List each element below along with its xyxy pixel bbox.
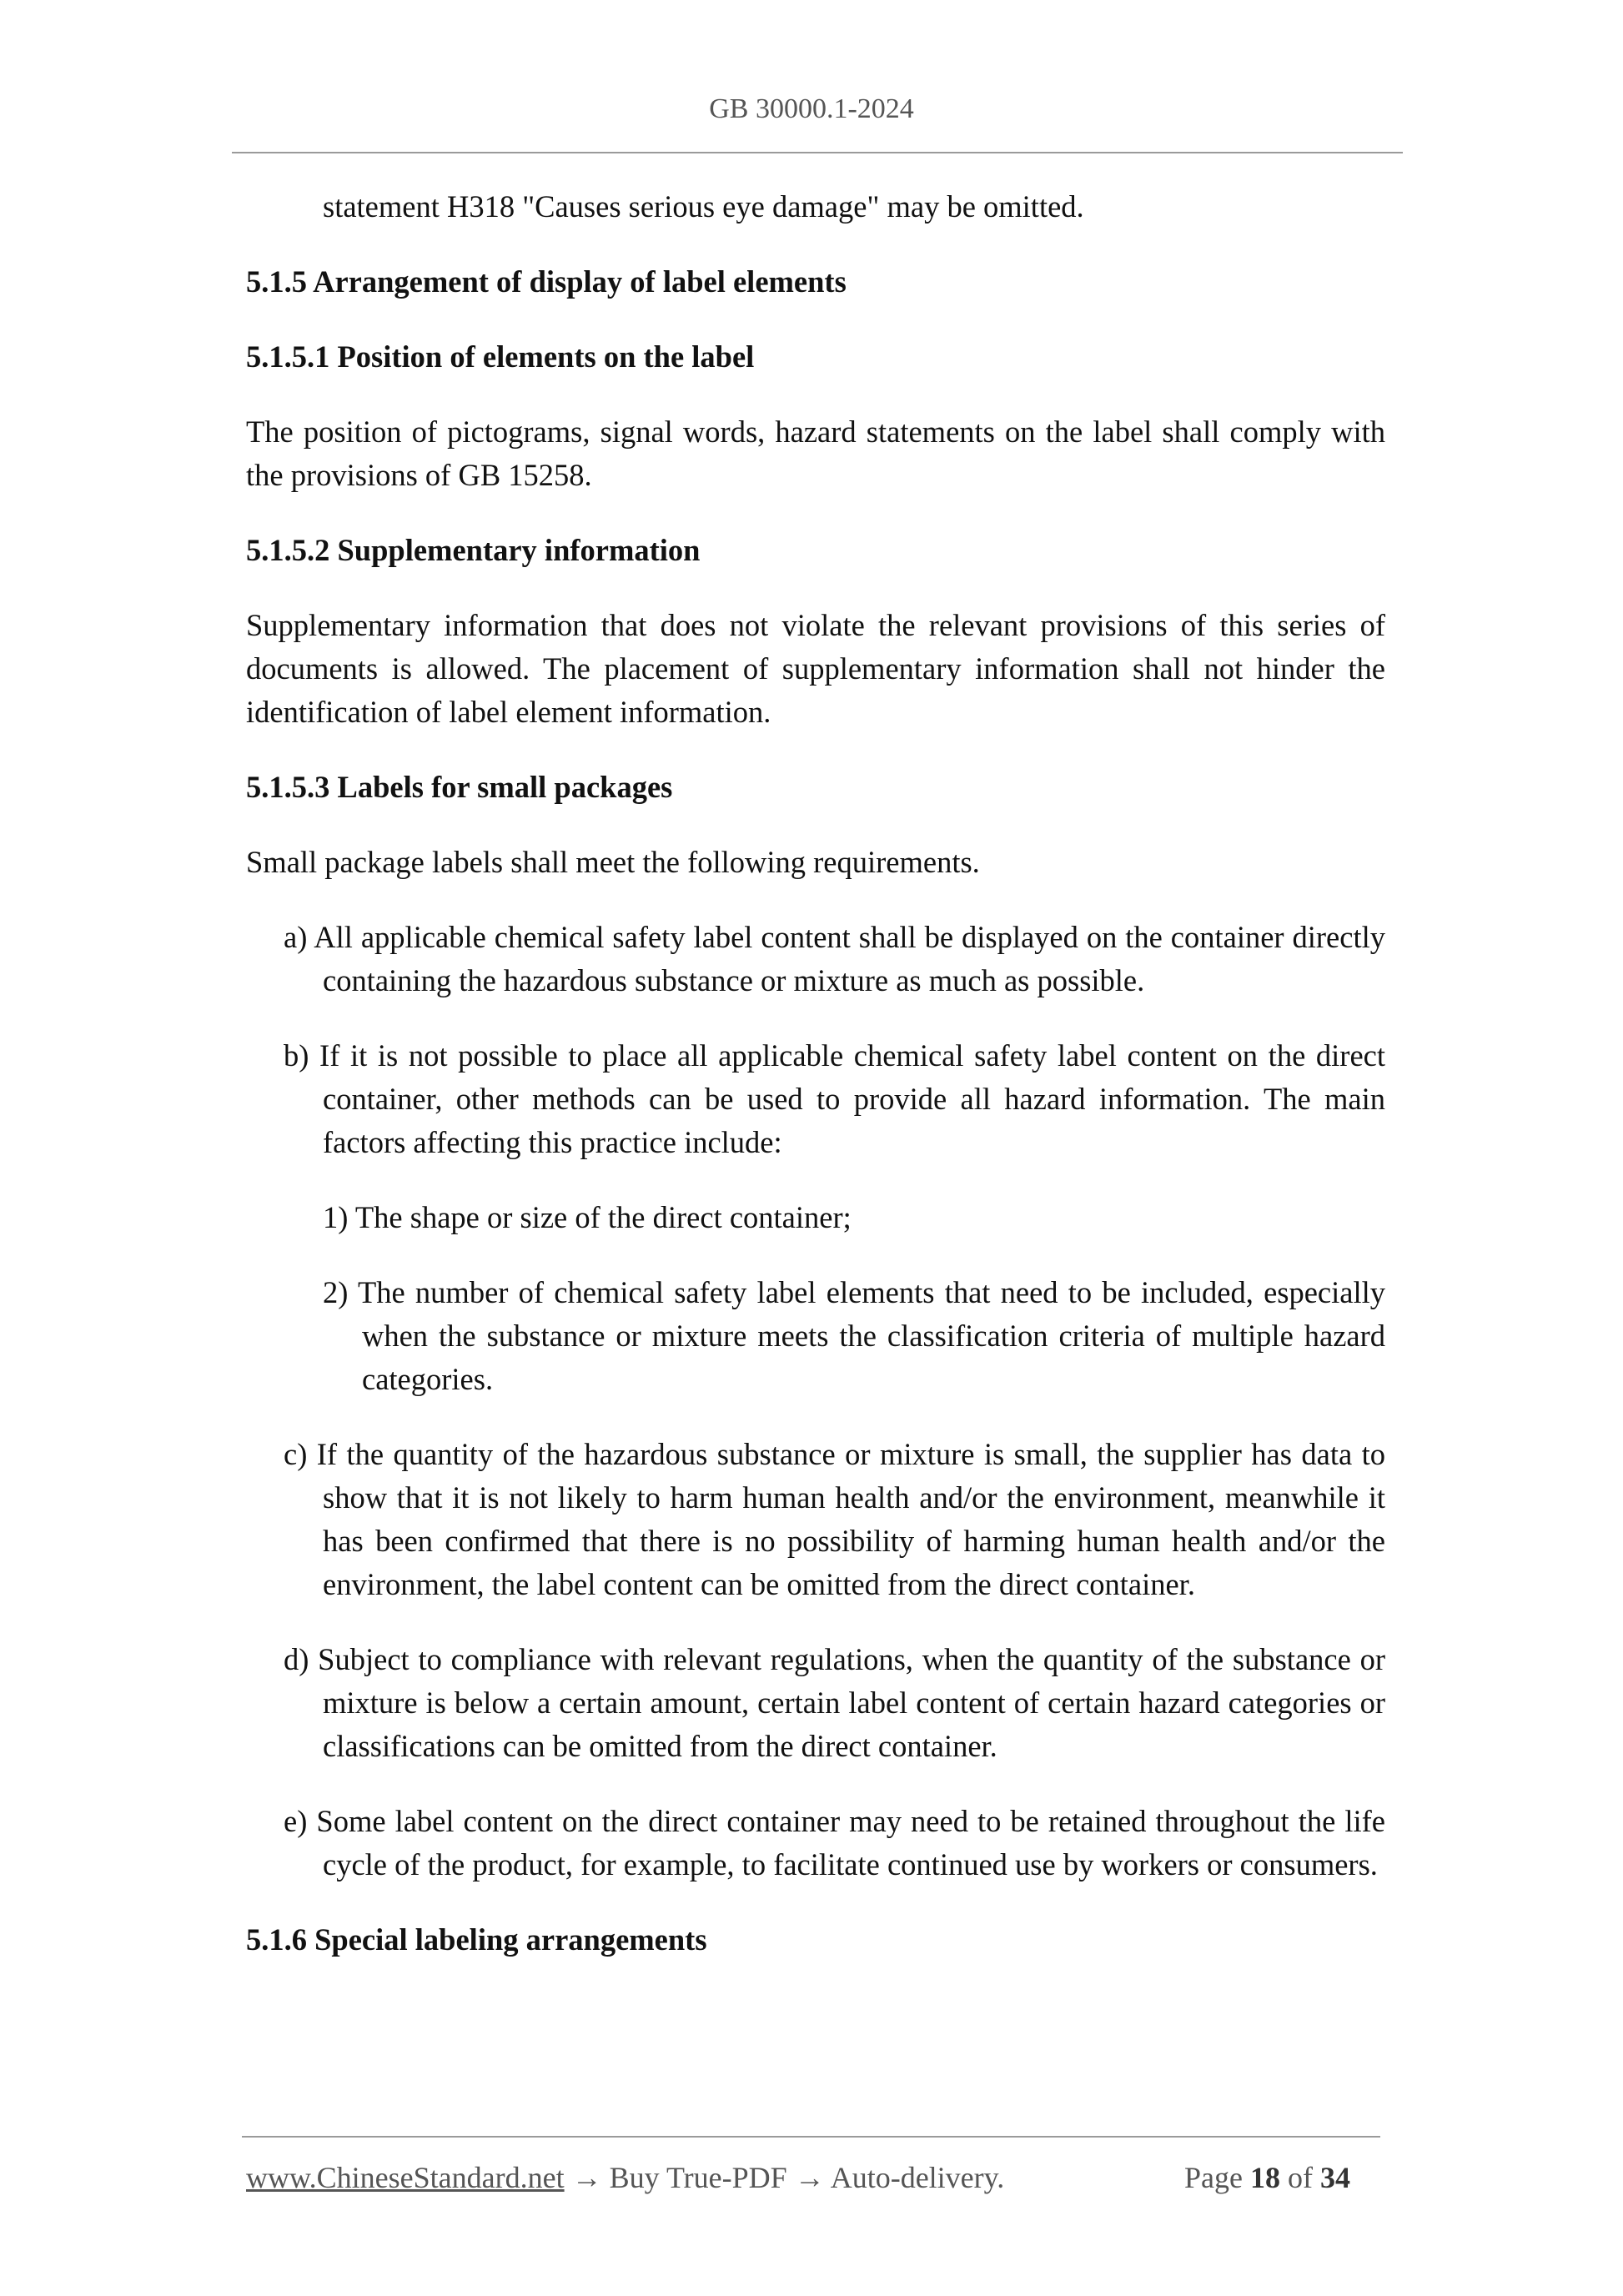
footer-links xyxy=(246,2160,1004,2195)
paragraph-5-1-5-2: Supplementary information that does not violate the relevant provisions of this series of documents is allowed. The placement of supplementary information shall not hinder the identification of label element information. xyxy=(246,608,1385,729)
arrow-right-icon: → xyxy=(794,2161,825,2194)
paragraph-5-1-5-3: Small package labels shall meet the following requirements. xyxy=(246,845,980,879)
footer-divider xyxy=(242,2136,1380,2138)
page-label: Page xyxy=(1184,2161,1243,2194)
document-body xyxy=(246,185,1385,1993)
paragraph-5-1-5-1: The position of pictograms, signal words, hazard statements on the label shall comply with the provisions of GB 15258. xyxy=(246,414,1385,492)
heading-5-1-5: 5.1.5 Arrangement of display of label elements xyxy=(246,264,847,299)
website-link[interactable]: www.ChineseStandard.net xyxy=(246,2161,565,2194)
continued-paragraph: statement H318 "Causes serious eye damage" may be omitted. xyxy=(323,189,1084,224)
arrow-right-icon: → xyxy=(571,2161,602,2194)
list-item-b-1: 1) The shape or size of the direct container; xyxy=(323,1200,852,1234)
auto-delivery-text: Auto-delivery. xyxy=(830,2161,1005,2194)
heading-5-1-5-1: 5.1.5.1 Position of elements on the label xyxy=(246,339,755,374)
list-item-b: b) If it is not possible to place all applicable chemical safety label content on the direct container, other methods can be used to provide all hazard information. The main factors affecting this practice include: xyxy=(284,1038,1385,1159)
page-total: 34 xyxy=(1319,2161,1350,2194)
list-item-a: a) All applicable chemical safety label content shall be displayed on the container directly containing the hazardous substance or mixture as much as possible. xyxy=(284,920,1385,997)
header-divider xyxy=(232,152,1403,153)
page-number: 18 xyxy=(1249,2161,1280,2194)
heading-5-1-5-2: 5.1.5.2 Supplementary information xyxy=(246,533,701,567)
list-item-c: c) If the quantity of the hazardous substance or mixture is small, the supplier has data to show that it is not likely to harm human health and/or the environment, meanwhile it has been confirmed that there is no possibility of harming human health and/or the environment, the label content can be omitted from the direct container. xyxy=(284,1437,1385,1601)
list-item-d: d) Subject to compliance with relevant regulations, when the quantity of the substance or mixture is below a certain amount, certain label content of certain hazard categories or classifications can be omitted from the direct container. xyxy=(284,1642,1385,1763)
heading-5-1-6: 5.1.6 Special labeling arrangements xyxy=(246,1922,707,1957)
heading-5-1-5-3: 5.1.5.3 Labels for small packages xyxy=(246,770,673,804)
list-item-b-2: 2) The number of chemical safety label elements that need to be included, especially when the substance or mixture meets the classification criteria of multiple hazard categories. xyxy=(323,1275,1385,1396)
page-indicator xyxy=(1184,2160,1350,2195)
page-header-title: GB 30000.1-2024 xyxy=(709,93,914,124)
of-label: of xyxy=(1287,2161,1313,2194)
list-item-e: e) Some label content on the direct container may need to be retained throughout the life cycle of the product, for example, to facilitate continued use by workers or consumers. xyxy=(284,1804,1385,1882)
buy-true-pdf-text: Buy True-PDF xyxy=(609,2161,787,2194)
